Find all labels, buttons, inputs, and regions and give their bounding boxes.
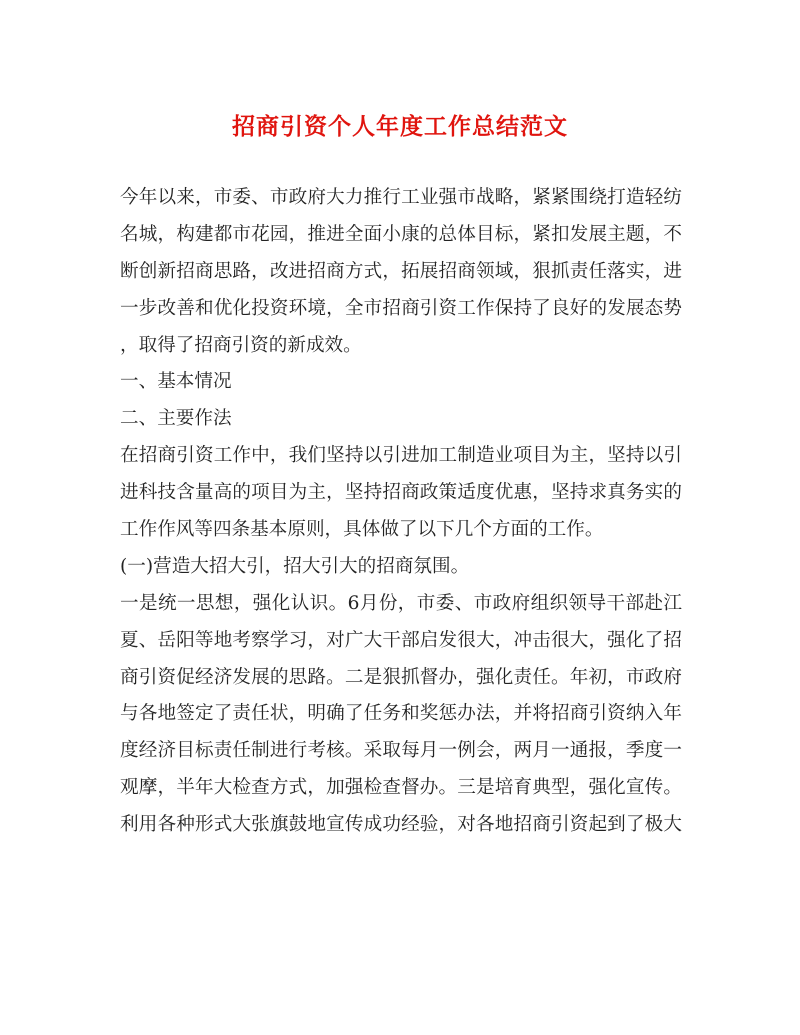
paragraph-line: 度经济目标责任制进行考核。采取每月一例会，两月一通报，季度一: [120, 740, 682, 762]
section-heading: 一、基本情况: [120, 371, 232, 393]
paragraph-line: 一是统一思想，强化认识。6月份，市委、市政府组织领导干部赴江: [120, 592, 682, 614]
paragraph-line: 夏、岳阳等地考察学习，对广大干部启发很大，冲击很大，强化了招: [120, 629, 682, 651]
paragraph-line: ，取得了招商引资的新成效。: [120, 334, 362, 356]
subsection-heading: (一)营造大招大引，招大引大的招商氛围。: [120, 555, 470, 577]
paragraph-line: 一步改善和优化投资环境，全市招商引资工作保持了良好的发展态势: [120, 297, 682, 319]
paragraph-line: 与各地签定了责任状，明确了任务和奖惩办法，并将招商引资纳入年: [120, 703, 682, 725]
document-title: 招商引资个人年度工作总结范文: [232, 113, 568, 140]
paragraph-line: 利用各种形式大张旗鼓地宣传成功经验，对各地招商引资起到了极大: [120, 814, 682, 836]
paragraph-line: 在招商引资工作中，我们坚持以引进加工制造业项目为主，坚持以引: [120, 445, 682, 467]
paragraph-line: 断创新招商思路，改进招商方式，拓展招商领域，狠抓责任落实，进: [120, 260, 682, 282]
paragraph-line: 名城，构建都市花园，推进全面小康的总体目标，紧扣发展主题，不: [120, 223, 682, 245]
section-heading: 二、主要作法: [120, 408, 232, 430]
paragraph-line: 观摩，半年大检查方式，加强检查督办。三是培育典型，强化宣传。: [120, 777, 682, 799]
paragraph-line: 工作作风等四条基本原则，具体做了以下几个方面的工作。: [120, 519, 604, 541]
paragraph-line: 今年以来，市委、市政府大力推行工业强市战略，紧紧围绕打造轻纺: [120, 187, 682, 208]
paragraph-line: 商引资促经济发展的思路。二是狠抓督办，强化责任。年初，市政府: [120, 666, 682, 688]
paragraph-line: 进科技含量高的项目为主，坚持招商政策适度优惠，坚持求真务实的: [120, 482, 682, 504]
document-body: [120, 180, 682, 844]
